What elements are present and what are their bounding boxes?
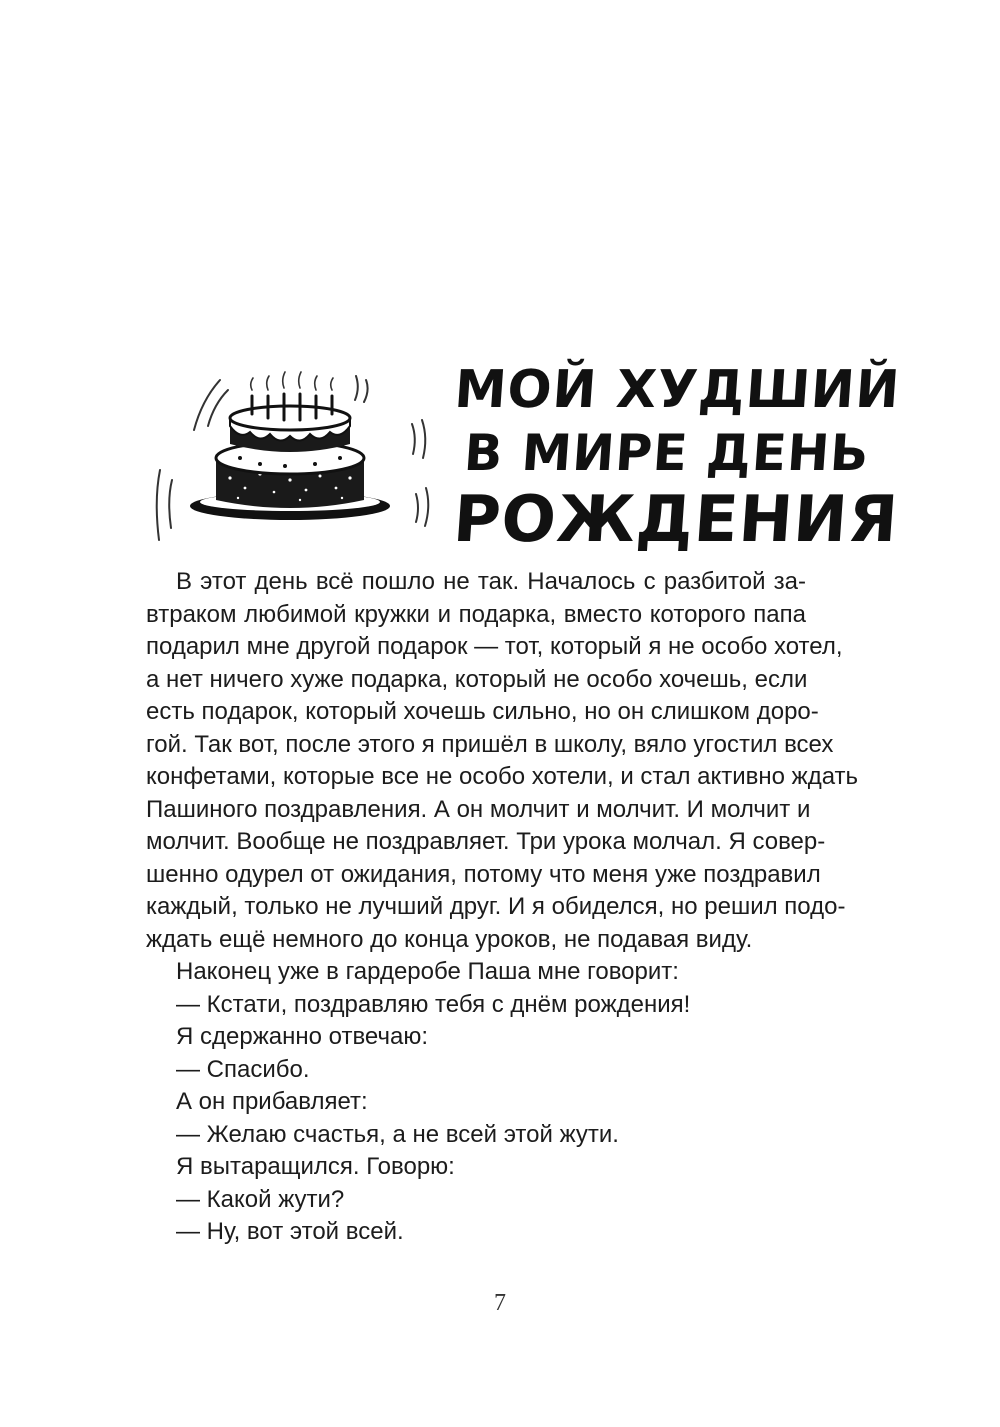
page-number: 7 bbox=[494, 1290, 506, 1316]
text-line: молчит. Вообще не поздравляет. Три урока молчал. Я совер- bbox=[146, 828, 826, 855]
text-line: каждый, только не лучший друг. И я обиделся, но решил подо- bbox=[146, 893, 846, 920]
text-line: Наконец уже в гардеробе Паша мне говорит: bbox=[176, 958, 679, 985]
dialogue-line: — Желаю счастья, а не всей этой жути. bbox=[176, 1120, 619, 1148]
motion-line bbox=[169, 480, 172, 528]
dialogue-line: — Какой жути? bbox=[176, 1185, 345, 1213]
chapter-title-line: РОЖДЕНИЯ bbox=[451, 483, 901, 557]
text-line: конфетами, которые все не особо хотели, и стал активно ждать bbox=[146, 763, 859, 790]
dialogue-line: — Ну, вот этой всей. bbox=[176, 1218, 404, 1245]
chapter-title-line: В МИРЕ ДЕНЬ bbox=[462, 424, 872, 482]
text-line: Я сдержанно отвечаю: bbox=[176, 1023, 428, 1050]
dialogue-line: — Кстати, поздравляю тебя с днём рождения! bbox=[176, 990, 691, 1018]
text-line: ждать ещё немного до конца уроков, не подавая виду. bbox=[146, 925, 753, 953]
text-line: подарил мне другой подарок — тот, который я не особо хотел, bbox=[146, 633, 843, 660]
text-line: Пашиного поздравления. А он молчит и молчит. И молчит и bbox=[146, 795, 811, 823]
motion-line bbox=[157, 470, 160, 540]
body-text bbox=[146, 566, 859, 1249]
text-line: есть подарок, который хочешь сильно, но он слишком доро- bbox=[146, 698, 819, 725]
text-line: а нет ничего хуже подарка, который не особо хочешь, если bbox=[146, 665, 808, 693]
text-line: втраком любимой кружки и подарка, вместо которого папа bbox=[146, 600, 806, 628]
dialogue-line: — Спасибо. bbox=[176, 1055, 310, 1083]
chapter-title-line: МОЙ ХУДШИЙ bbox=[452, 360, 903, 420]
birthday-cake-icon bbox=[150, 360, 440, 555]
chapter-title bbox=[437, 358, 903, 557]
text-line: Я вытаращился. Говорю: bbox=[176, 1153, 455, 1180]
text-line: А он прибавляет: bbox=[176, 1088, 368, 1115]
text-line: шенно одурел от ожидания, потому что меня уже поздравил bbox=[146, 860, 821, 888]
text-line: В этот день всё пошло не так. Началось с разбитой за- bbox=[176, 568, 806, 595]
text-line: гой. Так вот, после этого я пришёл в школу, вяло угостил всех bbox=[146, 730, 834, 758]
